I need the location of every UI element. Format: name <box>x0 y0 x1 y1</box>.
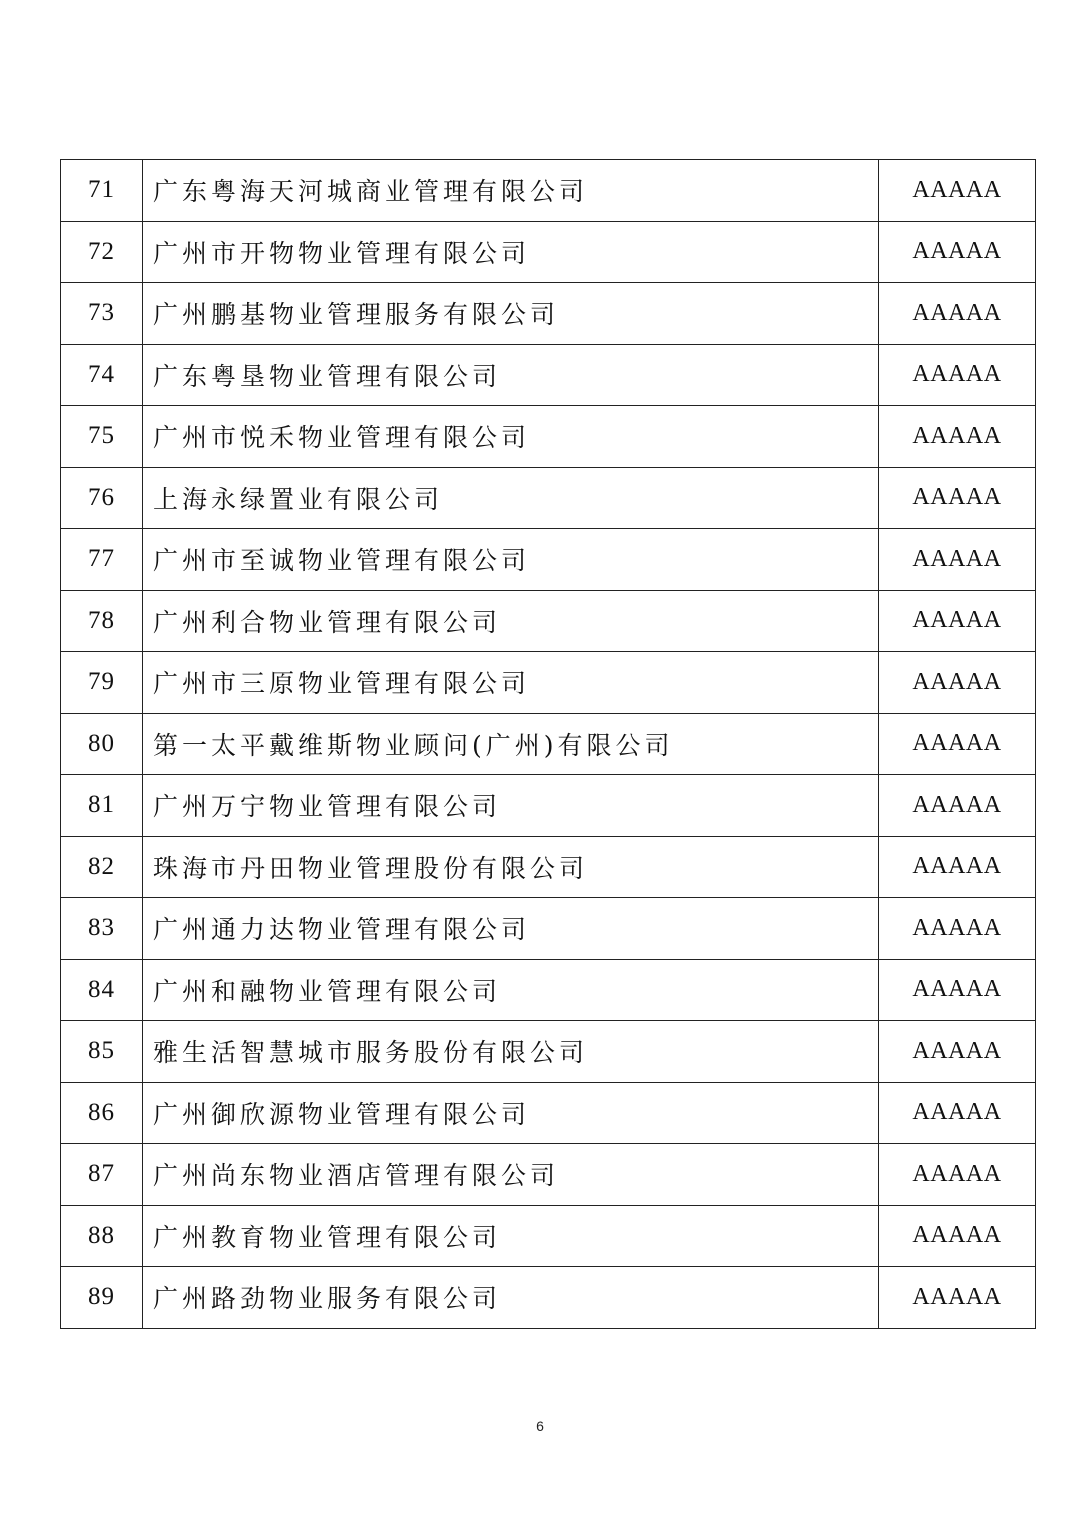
company-name-cell: 广东粤垦物业管理有限公司 <box>143 344 879 406</box>
table-row <box>61 1021 1036 1083</box>
grade-cell: AAAAA <box>879 1267 1036 1329</box>
table-row <box>61 467 1036 529</box>
table-row <box>61 160 1036 222</box>
grade-cell: AAAAA <box>879 1144 1036 1206</box>
row-number-cell: 82 <box>61 836 143 898</box>
grade-cell: AAAAA <box>879 652 1036 714</box>
table-row <box>61 713 1036 775</box>
company-name-cell: 珠海市丹田物业管理股份有限公司 <box>143 836 879 898</box>
grade-cell: AAAAA <box>879 283 1036 345</box>
company-name-cell: 广州和融物业管理有限公司 <box>143 959 879 1021</box>
grade-cell: AAAAA <box>879 221 1036 283</box>
company-name-cell: 第一太平戴维斯物业顾问(广州)有限公司 <box>143 713 879 775</box>
row-number-cell: 71 <box>61 160 143 222</box>
row-number-cell: 85 <box>61 1021 143 1083</box>
page-number: 6 <box>536 1418 544 1434</box>
table-row <box>61 898 1036 960</box>
row-number-cell: 72 <box>61 221 143 283</box>
table-row <box>61 1205 1036 1267</box>
table-row <box>61 406 1036 468</box>
company-name-cell: 广州市开物物业管理有限公司 <box>143 221 879 283</box>
grade-cell: AAAAA <box>879 406 1036 468</box>
company-name-cell: 广州御欣源物业管理有限公司 <box>143 1082 879 1144</box>
table-row <box>61 1267 1036 1329</box>
grade-cell: AAAAA <box>879 713 1036 775</box>
company-name-cell: 广州利合物业管理有限公司 <box>143 590 879 652</box>
company-name-cell: 上海永绿置业有限公司 <box>143 467 879 529</box>
table-row <box>61 221 1036 283</box>
company-name-cell: 广州市悦禾物业管理有限公司 <box>143 406 879 468</box>
table-row <box>61 775 1036 837</box>
grade-cell: AAAAA <box>879 1021 1036 1083</box>
table-row <box>61 836 1036 898</box>
row-number-cell: 81 <box>61 775 143 837</box>
row-number-cell: 79 <box>61 652 143 714</box>
row-number-cell: 84 <box>61 959 143 1021</box>
rating-table-body <box>61 160 1036 1329</box>
row-number-cell: 74 <box>61 344 143 406</box>
grade-cell: AAAAA <box>879 590 1036 652</box>
row-number-cell: 87 <box>61 1144 143 1206</box>
grade-cell: AAAAA <box>879 898 1036 960</box>
row-number-cell: 89 <box>61 1267 143 1329</box>
company-name-cell: 广东粤海天河城商业管理有限公司 <box>143 160 879 222</box>
company-name-cell: 广州路劲物业服务有限公司 <box>143 1267 879 1329</box>
row-number-cell: 83 <box>61 898 143 960</box>
row-number-cell: 75 <box>61 406 143 468</box>
company-name-cell: 广州通力达物业管理有限公司 <box>143 898 879 960</box>
table-row <box>61 652 1036 714</box>
grade-cell: AAAAA <box>879 1205 1036 1267</box>
grade-cell: AAAAA <box>879 467 1036 529</box>
table-row <box>61 1082 1036 1144</box>
company-name-cell: 广州万宁物业管理有限公司 <box>143 775 879 837</box>
company-name-cell: 广州市至诚物业管理有限公司 <box>143 529 879 591</box>
row-number-cell: 73 <box>61 283 143 345</box>
row-number-cell: 86 <box>61 1082 143 1144</box>
company-name-cell: 广州鹏基物业管理服务有限公司 <box>143 283 879 345</box>
grade-cell: AAAAA <box>879 836 1036 898</box>
company-name-cell: 雅生活智慧城市服务股份有限公司 <box>143 1021 879 1083</box>
grade-cell: AAAAA <box>879 1082 1036 1144</box>
row-number-cell: 80 <box>61 713 143 775</box>
table-row <box>61 529 1036 591</box>
table-row <box>61 959 1036 1021</box>
row-number-cell: 88 <box>61 1205 143 1267</box>
row-number-cell: 78 <box>61 590 143 652</box>
table-row <box>61 283 1036 345</box>
table-row <box>61 590 1036 652</box>
company-name-cell: 广州教育物业管理有限公司 <box>143 1205 879 1267</box>
grade-cell: AAAAA <box>879 959 1036 1021</box>
grade-cell: AAAAA <box>879 160 1036 222</box>
grade-cell: AAAAA <box>879 344 1036 406</box>
table-row <box>61 1144 1036 1206</box>
table-row <box>61 344 1036 406</box>
grade-cell: AAAAA <box>879 775 1036 837</box>
grade-cell: AAAAA <box>879 529 1036 591</box>
row-number-cell: 76 <box>61 467 143 529</box>
row-number-cell: 77 <box>61 529 143 591</box>
company-name-cell: 广州尚东物业酒店管理有限公司 <box>143 1144 879 1206</box>
rating-table <box>60 159 1036 1329</box>
company-name-cell: 广州市三原物业管理有限公司 <box>143 652 879 714</box>
